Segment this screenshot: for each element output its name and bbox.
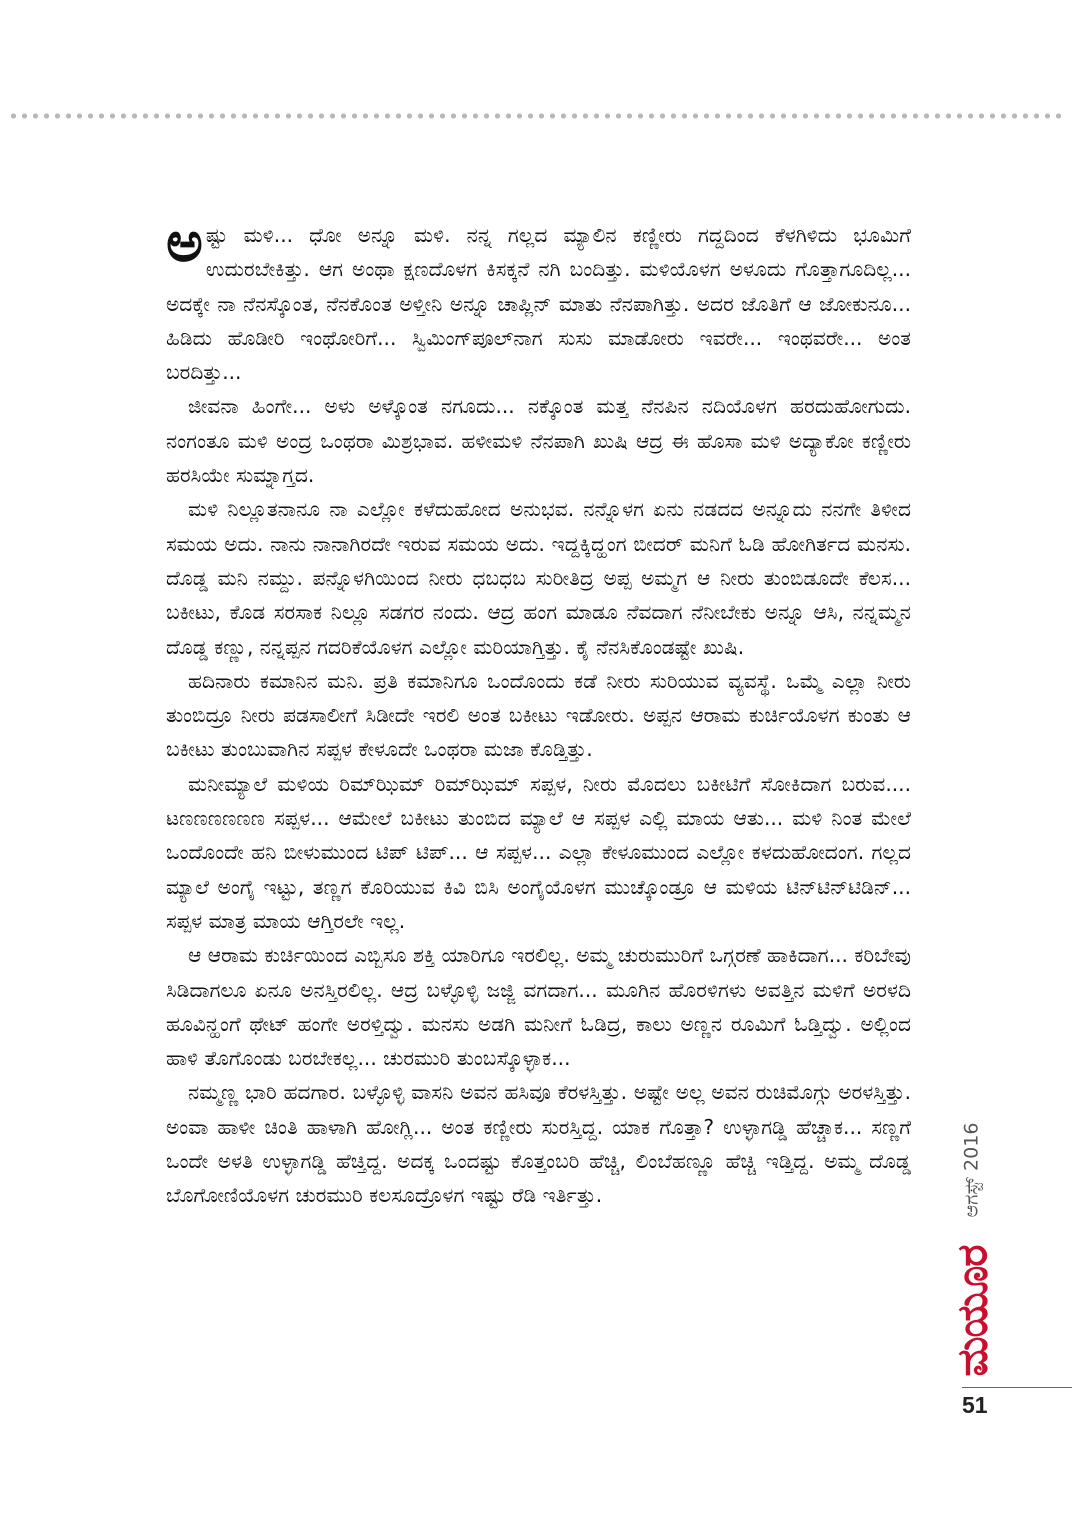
article-body: [166, 210, 911, 1213]
article-paragraph: ಹದಿನಾರು ಕಮಾನಿನ ಮನಿ. ಪ್ರತಿ ಕಮಾನಿಗೂ ಒಂದೊಂದು ಕಡೆ ನೀರು ಸುರಿಯುವ ವ್ಯವಸ್ಥೆ. ಒಮ್ಮೆ ಎಲ್ಲಾ ನೀರು ತುಂಬಿದ್ರೂ ನೀರು ಪಡಸಾಲೀಗೆ ಸಿಡೀದೇ ಇರಲಿ ಅಂತ ಬಕೀಟು ಇಡೋರು. ಅಪ್ಪನ ಆರಾಮ ಕುರ್ಚಿಯೊಳಗ ಕುಂತು ಆ ಬಕೀಟು ತುಂಬುವಾಗಿನ ಸಪ್ಪಳ ಕೇಳೂದೇ ಒಂಥರಾ ಮಜಾ ಕೊಡ್ತಿತ್ತು.: [166, 668, 911, 762]
article-paragraph: ಜೀವನಾ ಹಿಂಗೇ... ಅಳು ಅಳ್ಕೊಂತ ನಗೂದು... ನಕ್ಕೊಂತ ಮತ್ತ ನೆನಪಿನ ನದಿಯೊಳಗ ಹರದುಹೋಗುದು. ನಂಗಂತೂ ಮಳಿ ಅಂದ್ರ ಒಂಥರಾ ಮಿಶ್ರಭಾವ. ಹಳೀಮಳಿ ನೆನಪಾಗಿ ಖುಷಿ ಆದ್ರ ಈ ಹೊಸಾ ಮಳಿ ಅದ್ಯಾಕೋ ಕಣ್ಣೀರು ಹರಸಿಯೇ ಸುಮ್ನಾಗ್ತದ.: [166, 394, 911, 488]
issue-date-text: ಆಗಸ್ಟ್ 2016: [960, 1122, 983, 1218]
magazine-name: ಮಯೂರ: [947, 1245, 997, 1377]
article-paragraph: ಆ ಆರಾಮ ಕುರ್ಚಿಯಿಂದ ಎಬ್ಬಿಸೂ ಶಕ್ತಿ ಯಾರಿಗೂ ಇರಲಿಲ್ಲ. ಅಮ್ಮ ಚುರುಮುರಿಗೆ ಒಗ್ಗರಣೆ ಹಾಕಿದಾಗ... ಕರಿಬೇವು ಸಿಡಿದಾಗಲೂ ಏನೂ ಅನಸ್ತಿರಲಿಲ್ಲ. ಆದ್ರ ಬಳ್ಳೊಳ್ಳಿ ಜಜ್ಜಿ ವಗದಾಗ... ಮೂಗಿನ ಹೊರಳಿಗಳು ಅವತ್ತಿನ ಮಳಿಗೆ ಅರಳದಿ ಹೂವಿನ್ಹಂಗೆ ಥೇಟ್ ಹಂಗೇ ಅರಳ್ತಿದ್ವು. ಮನಸು ಅಡಗಿ ಮನೀಗೆ ಓಡಿದ್ರ, ಕಾಲು ಅಣ್ಣನ ರೂಮಿಗೆ ಓಡ್ತಿದ್ವು. ಅಲ್ಲಿಂದ ಹಾಳಿ ತೊಗೊಂಡು ಬರಬೇಕಲ್ಲ... ಚುರಮುರಿ ತುಂಬಸ್ಕೊಳ್ಳಾಕ...: [166, 943, 911, 1071]
folio-rule: [962, 1387, 1072, 1388]
article-paragraph: ನಮ್ಮಣ್ಣ ಭಾರಿ ಹದಗಾರ. ಬಳ್ಳೊಳ್ಳಿ ವಾಸನಿ ಅವನ ಹಸಿವೂ ಕೆರಳಸ್ತಿತ್ತು. ಅಷ್ಟೇ ಅಲ್ಲ ಅವನ ರುಚಿಮೊಗ್ಗು ಅರಳಸ್ತಿತ್ತು. ಅಂವಾ ಹಾಳೀ ಚಿಂತಿ ಹಾಳಾಗಿ ಹೋಗ್ಲಿ... ಅಂತ ಕಣ್ಣೀರು ಸುರಸ್ತಿದ್ದ. ಯಾಕ ಗೊತ್ತಾ? ಉಳ್ಳಾಗಡ್ಡಿ ಹೆಚ್ಚಾಕ... ಸಣ್ಣಗೆ ಒಂದೇ ಅಳತಿ ಉಳ್ಳಾಗಡ್ಡಿ ಹೆಚ್ತಿದ್ದ. ಅದಕ್ಕ ಒಂದಷ್ಟು ಕೊತ್ತಂಬರಿ ಹೆಚ್ಚಿ, ಲಿಂಬೆಹಣ್ಣೂ ಹೆಚ್ಚಿ ಇಡ್ತಿದ್ದ. ಅಮ್ಮ ದೊಡ್ಡ ಬೊಗೋಣಿಯೊಳಗ ಚುರಮುರಿ ಕಲಸೂದ್ರೊಳಗ ಇಷ್ಟು ರೆಡಿ ಇರ್ತಿತ್ತು.: [166, 1080, 911, 1208]
magazine-logo-block: [948, 1236, 996, 1386]
magazine-logo: [948, 1236, 996, 1386]
page-number: 51: [962, 1392, 988, 1418]
article-paragraph: [166, 210, 911, 389]
issue-date: [951, 1108, 991, 1232]
article-paragraph: ಮಳಿ ನಿಲ್ಲೂತನಾನೂ ನಾ ಎಲ್ಲೋ ಕಳೆದುಹೋದ ಅನುಭವ. ನನ್ನೊಳಗ ಏನು ನಡದದ ಅನ್ನೂದು ನನಗೇ ತಿಳೀದ ಸಮಯ ಅದು. ನಾನು ನಾನಾಗಿರದೇ ಇರುವ ಸಮಯ ಅದು. ಇದ್ದಕ್ಕಿದ್ಹಂಗ ಬೀದರ್ ಮನಿಗೆ ಓಡಿ ಹೋಗಿರ್ತದ ಮನಸು. ದೊಡ್ಡ ಮನಿ ನಮ್ದು. ಪನ್ನೊಳಗಿಯಿಂದ ನೀರು ಧಬಧಬ ಸುರೀತಿದ್ರ ಅಪ್ಪ ಅಮ್ಮಗ ಆ ನೀರು ತುಂಬಿಡೂದೇ ಕೆಲಸ... ಬಕೀಟು, ಕೊಡ ಸರಸಾಕ ನಿಲ್ಲೂ ಸಡಗರ ನಂದು. ಆದ್ರ ಹಂಗ ಮಾಡೂ ನೆವದಾಗ ನೆನೀಬೇಕು ಅನ್ನೂ ಆಸಿ, ನನ್ನಮ್ಮನ ದೊಡ್ಡ ಕಣ್ಣು, ನನ್ನಪ್ಪನ ಗದರಿಕೆಯೊಳಗ ಎಲ್ಲೋ ಮರಿಯಾಗ್ತಿತ್ತು. ಕೈ ನೆನಸಿಕೊಂಡಷ್ಟೇ ಖುಷಿ.: [166, 497, 911, 659]
article-paragraph: ಮನೀಮ್ಯಾಲೆ ಮಳಿಯ ರಿಮ್‌ಝಿಮ್ ರಿಮ್‌ಝಿಮ್ ಸಪ್ಪಳ, ನೀರು ಮೊದಲು ಬಕೀಟಿಗೆ ಸೋಕಿದಾಗ ಬರುವ.... ಟಣಣಣಣಣಣ ಸಪ್ಪಳ... ಆಮೇಲೆ ಬಕೀಟು ತುಂಬಿದ ಮ್ಯಾಲೆ ಆ ಸಪ್ಪಳ ಎಲ್ಲಿ ಮಾಯ ಆತು... ಮಳಿ ನಿಂತ ಮೇಲೆ ಒಂದೊಂದೇ ಹನಿ ಬೀಳುಮುಂದ ಟಿಪ್ ಟಿಪ್... ಆ ಸಪ್ಪಳ... ಎಲ್ಲಾ ಕೇಳೂಮುಂದ ಎಲ್ಲೋ ಕಳದುಹೋದಂಗ. ಗಲ್ಲದ ಮ್ಯಾಲೆ ಅಂಗೈ ಇಟ್ಟು, ತಣ್ಣಗ ಕೊರಿಯುವ ಕಿವಿ ಬಿಸಿ ಅಂಗೈಯೊಳಗ ಮುಚ್ಕೊಂಡ್ರೂ ಆ ಮಳಿಯ ಟಿನ್‌ಟಿನ್‌ಟಿಡಿನ್... ಸಪ್ಪಳ ಮಾತ್ರ ಮಾಯ ಆಗ್ತಿರಲೇ ಇಲ್ಲ.: [166, 771, 911, 933]
paragraph-text: ಷ್ಟು ಮಳಿ... ಧೋ ಅನ್ನೂ ಮಳಿ. ನನ್ನ ಗಲ್ಲದ ಮ್ಯಾಲಿನ ಕಣ್ಣೀರು ಗದ್ದದಿಂದ ಕೆಳಗಿಳಿದು ಭೂಮಿಗೆ ಉದುರಬೇಕಿತ್ತು. ಆಗ ಅಂಥಾ ಕ್ಷಣದೊಳಗ ಕಿಸಕ್ಕನೆ ನಗಿ ಬಂದಿತ್ತು. ಮಳಿಯೊಳಗ ಅಳೂದು ಗೊತ್ತಾಗೂದಿಲ್ಲ... ಅದಕ್ಕೇ ನಾ ನೆನಸ್ಕೊಂತ, ನೆನಕೊಂತ ಅಳ್ತೀನಿ ಅನ್ನೂ ಚಾಪ್ಲಿನ್ ಮಾತು ನೆನಪಾಗಿತ್ತು. ಅದರ ಜೊತಿಗೆ ಆ ಜೋಕುನೂ... ಹಿಡಿದು ಹೊಡೀರಿ ಇಂಥೋರಿಗೆ... ಸ್ವಿಮಿಂಗ್‌ಪೂಲ್‌ನಾಗ ಸುಸು ಮಾಡೋರು ಇವರೇ... ಇಂಥವರೇ... ಅಂತ ಬರದಿತ್ತು...: [166, 223, 911, 385]
drop-cap: ಅ: [166, 210, 203, 275]
dotted-header-rule: [8, 112, 1064, 120]
